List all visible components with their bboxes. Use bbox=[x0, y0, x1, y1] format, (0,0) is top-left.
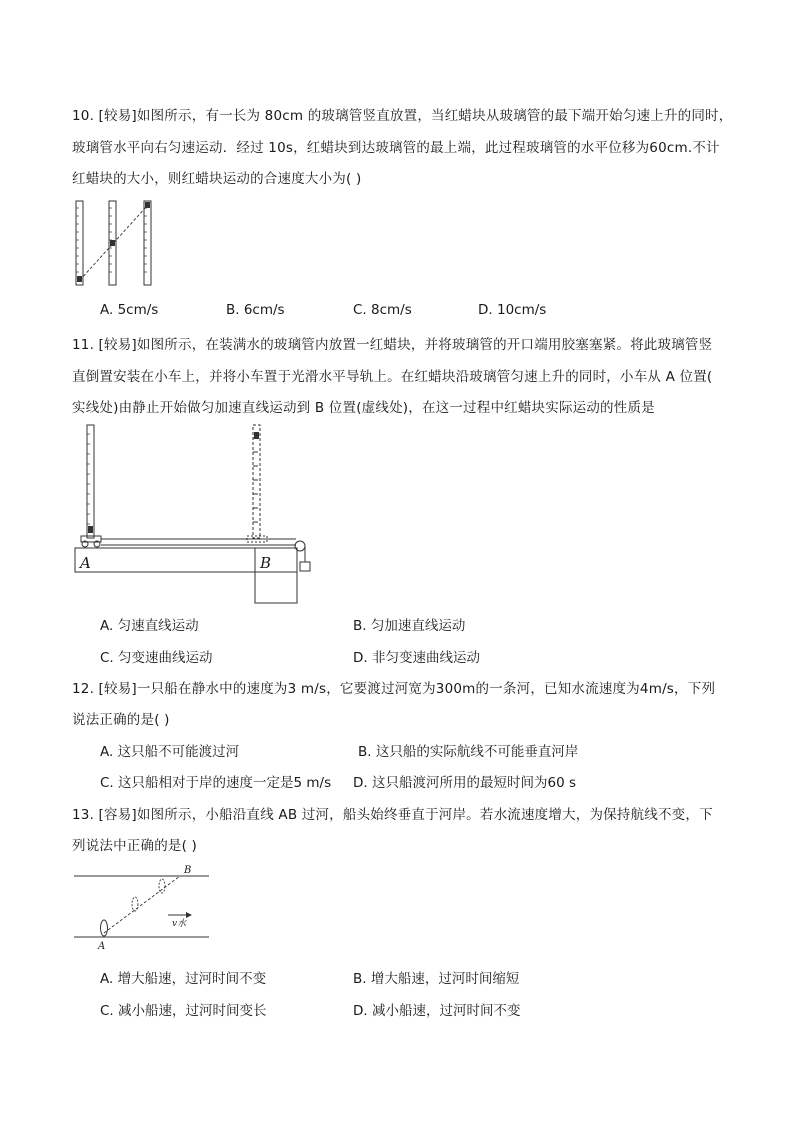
q10-option-d[interactable]: D. 10cm/s bbox=[478, 302, 547, 318]
q12-stem-line-2: 说法正确的是( ) bbox=[72, 712, 170, 728]
q13-label-a: A bbox=[98, 941, 106, 952]
q10-option-b[interactable]: B. 6cm/s bbox=[226, 302, 285, 318]
q11-option-c[interactable]: C. 匀变速曲线运动 bbox=[100, 650, 213, 666]
q12-option-c[interactable]: C. 这只船相对于岸的速度一定是5 m/s bbox=[100, 775, 332, 791]
q10-option-a[interactable]: A. 5cm/s bbox=[100, 302, 159, 318]
q11-label-b: B bbox=[260, 554, 272, 572]
q12-stem-line-1: 12. [较易]一只船在静水中的速度为3 m/s，它要渡过河宽为300m的一条河，已知水流速度为4m/s，下列 bbox=[72, 681, 716, 697]
q13-stem-line-1: 13. [容易]如图所示，小船沿直线 AB 过河，船头始终垂直于河岸。若水流速度增大，为保持航线不变，下 bbox=[72, 807, 713, 823]
q11-option-b[interactable]: B. 匀加速直线运动 bbox=[353, 618, 466, 634]
q11-option-d[interactable]: D. 非匀变速曲线运动 bbox=[353, 650, 480, 666]
q11-option-a[interactable]: A. 匀速直线运动 bbox=[100, 618, 199, 634]
q12-option-a[interactable]: A. 这只船不可能渡过河 bbox=[100, 744, 240, 760]
q11-stem-line-1: 11. [较易]如图所示，在装满水的玻璃管内放置一红蜡块，并将玻璃管的开口端用胶塞塞紧。将此玻璃管竖 bbox=[72, 337, 713, 353]
q12-option-d[interactable]: D. 这只船渡河所用的最短时间为60 s bbox=[353, 775, 576, 791]
q13-river-figure bbox=[72, 860, 212, 952]
q10-stem-line-1: 10. [较易]如图所示，有一长为 80cm 的玻璃管竖直放置，当红蜡块从玻璃管的最下端开始匀速上升的同时， bbox=[72, 108, 733, 124]
q13-option-c[interactable]: C. 减小船速，过河时间变长 bbox=[100, 1003, 267, 1019]
q13-option-d[interactable]: D. 减小船速，过河时间不变 bbox=[353, 1003, 521, 1019]
q13-option-a[interactable]: A. 增大船速，过河时间不变 bbox=[100, 971, 267, 987]
q10-tube-figure bbox=[72, 198, 162, 290]
q11-stem-line-2: 直倒置安装在小车上，并将小车置于光滑水平导轨上。在红蜡块沿玻璃管匀速上升的同时，小车从 A 位置( bbox=[72, 369, 713, 385]
q13-label-v-water: v水 bbox=[172, 919, 187, 929]
q11-stem-line-3: 实线处)由静止开始做匀加速直线运动到 B 位置(虚线处)，在这一过程中红蜡块实际运动的性质是 bbox=[72, 400, 655, 416]
q11-cart-figure bbox=[72, 422, 320, 606]
q10-stem-line-3: 红蜡块的大小，则红蜡块运动的合速度大小为( ) bbox=[72, 171, 362, 187]
q13-option-b[interactable]: B. 增大船速，过河时间缩短 bbox=[353, 971, 520, 987]
q12-option-b[interactable]: B. 这只船的实际航线不可能垂直河岸 bbox=[358, 744, 579, 760]
q11-label-a: A bbox=[80, 554, 91, 572]
q10-stem-line-2: 玻璃管水平向右匀速运动．经过 10s，红蜡块到达玻璃管的最上端，此过程玻璃管的水平位移为60cm.不计 bbox=[72, 140, 720, 156]
q13-stem-line-2: 列说法中正确的是( ) bbox=[72, 838, 198, 854]
q13-label-b: B bbox=[184, 865, 192, 876]
q10-option-c[interactable]: C. 8cm/s bbox=[353, 302, 412, 318]
